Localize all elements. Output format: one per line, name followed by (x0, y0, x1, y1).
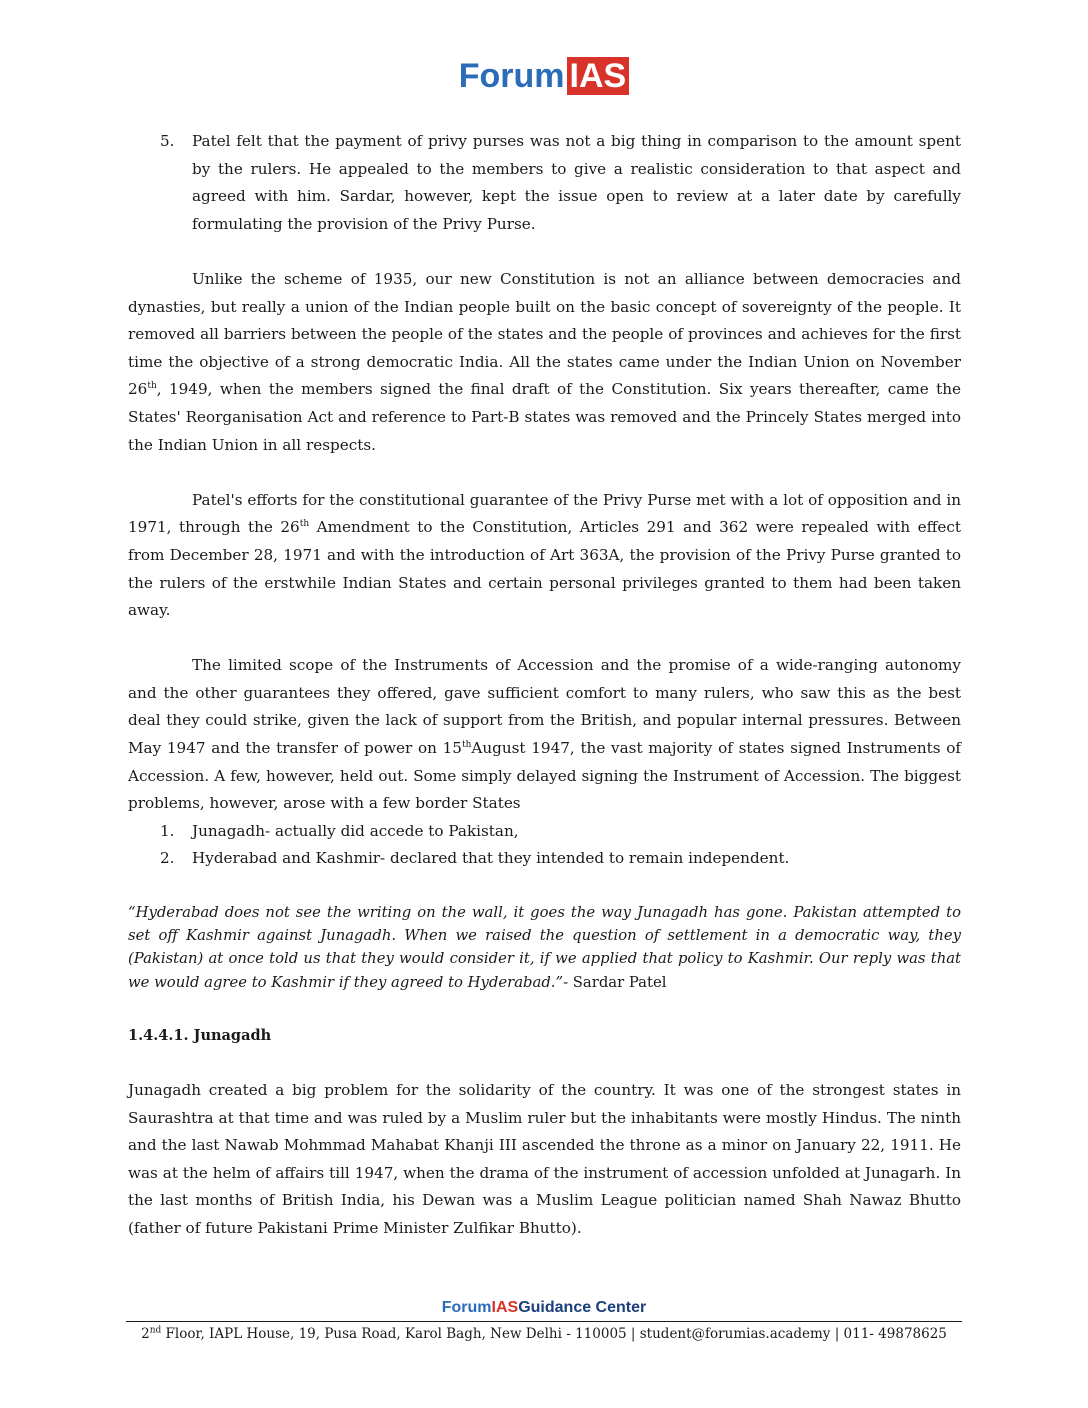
footer-floor-number: 2 (141, 1326, 150, 1342)
item-number: 5. (160, 132, 175, 150)
patel-quote (128, 901, 961, 995)
paragraph-text: Amendment to the Constitution, Articles 291 and 362 were repealed with effect from December 28, 1971 and with the introduction of Art 363A, the provision of the Privy Purse granted to the rulers of the erstwhile Indian States and certain personal privileges granted to them had been taken away. (128, 518, 962, 620)
logo-ias-text: IAS (567, 57, 630, 95)
paragraph-text: Patel's efforts for the constitutional guarantee of the Privy Purse met with a lot of opposition and in 1971, through the 26 (128, 490, 961, 537)
paragraph-privy-purse (128, 487, 961, 625)
paragraph-text: Unlike the scheme of 1935, our new Constitution is not an alliance between democracies and dynasties, but really a union of the Indian people built on the basic concept of sovereignty of the people. It removed all barriers between the people of the states and the people of provinces and achieves for the first time the objective of a strong democratic India. All the states came under the Indian Union on November 26 (128, 269, 961, 399)
quote-author: - Sardar Patel (563, 973, 667, 991)
footer-divider (126, 1321, 962, 1322)
paragraph-constitution (128, 266, 961, 459)
logo-forum-text: Forum (458, 57, 565, 95)
numbered-item-5 (128, 128, 961, 238)
paragraph-accession (128, 652, 961, 818)
footer-brand (0, 1298, 1088, 1318)
list-number: 1. (160, 821, 175, 840)
paragraph-text: The limited scope of the Instruments of Accession and the promise of a wide-ranging autonomy and the other guarantees they offered, gave sufficient comfort to many rulers, who saw this as the best deal they could strike, given the lack of support from the British, and popular internal pressures. Between May 1947 and the transfer of power on 15 (128, 656, 961, 758)
superscript: th (461, 740, 472, 750)
footer-floor-sup: nd (149, 1325, 162, 1336)
paragraph-junagadh: Junagadh created a big problem for the solidarity of the country. It was one of the strongest states in Saurashtra at that time and was ruled by a Muslim ruler but the inhabitants were mostly Hindus. The ninth and the last Nawab Mohmmad Mahabat Khanji III ascended the throne as a minor on January 22, 1911. He was at the helm of affairs till 1947, when the drama of the instrument of accession unfolded at Junagarh. In the last months of British India, his Dewan was a Muslim League politician named Shah Nawaz Bhutto (father of future Pakistani Prime Minister Zulfikar Bhutto). (128, 1081, 961, 1237)
section-heading: 1.4.4.1. Junagadh (128, 1026, 272, 1044)
item-text: Patel felt that the payment of privy purses was not a big thing in comparison to the amount spent by the rulers. He appealed to the members to give a realistic consideration to that aspect and agreed with him. Sardar, however, kept the issue open to review at a later date by carefully formulating the provision of the Privy Purse. (192, 132, 961, 233)
paragraph-text: August 1947, the vast majority of states signed Instruments of Accession. A few, however, held out. Some simply delayed signing the Instrument of Accession. The biggest problems, however, arose with a few border States (128, 739, 961, 813)
list-item (128, 818, 961, 846)
footer-address-text: Floor, IAPL House, 19, Pusa Road, Karol Bagh, New Delhi - 110005 | student@forumias.academy | 011- 49878625 (161, 1326, 947, 1342)
quote-text: “Hyderabad does not see the writing on the wall, it goes the way Junagadh has gone. Pakistan attempted to set off Kashmir against Junagadh. When we raised the question of settlement in a democratic way, they (Pakistan) at once told us that they would consider it, if we applied that policy to Kashmir. Our reply was that we would agree to Kashmir if they agreed to Hyderabad.” (128, 903, 961, 991)
list-item (128, 845, 961, 873)
footer-address (0, 1325, 1088, 1343)
footer-brand-ias: IAS (491, 1299, 519, 1316)
list-text: Hyderabad and Kashmir- declared that they intended to remain independent. (192, 849, 790, 868)
superscript: th (299, 519, 310, 530)
paragraph-text: , 1949, when the members signed the final draft of the Constitution. Six years thereafter, came the States' Reorganisation Act and reference to Part-B states was removed and the Princely States merged into the Indian Union in all respects. (128, 380, 961, 454)
list-number: 2. (160, 849, 175, 868)
superscript: th (147, 381, 157, 392)
footer-brand-forum: Forum (441, 1299, 492, 1316)
list-text: Junagadh- actually did accede to Pakistan, (192, 821, 519, 840)
document-body (128, 128, 961, 1243)
forumias-logo (0, 56, 1088, 96)
footer-brand-rest: Guidance Center (518, 1299, 647, 1316)
